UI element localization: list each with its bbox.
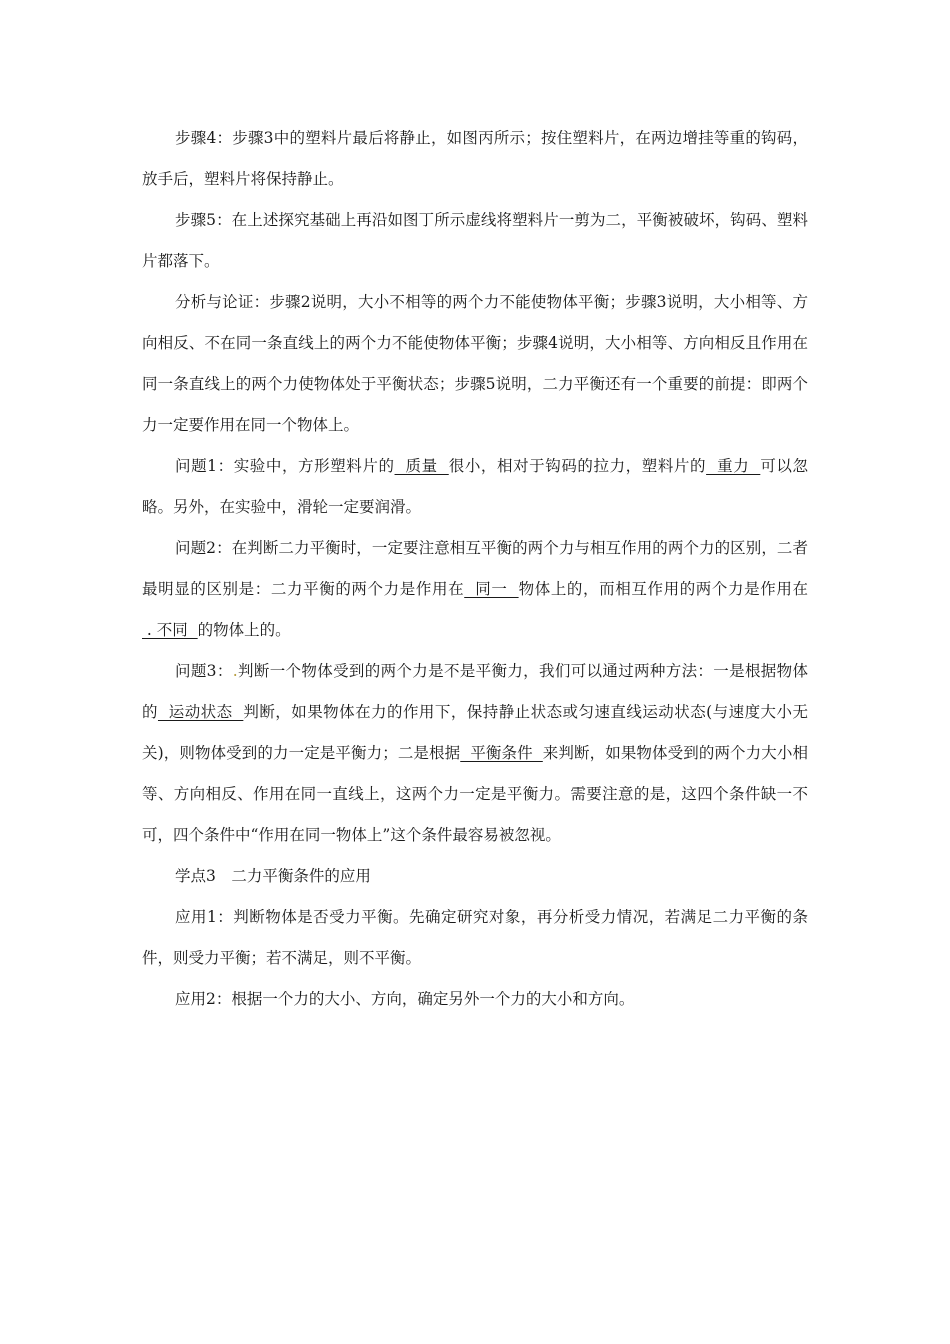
paragraph-question-3 bbox=[142, 651, 808, 856]
question-2-text-c: 的物体上的。 bbox=[197, 621, 291, 639]
question-3-mark: . bbox=[232, 662, 238, 680]
answer-blank-gravity: 重力 bbox=[706, 457, 761, 475]
question-1-text-b: 很小，相对于钩码的拉力，塑料片的 bbox=[448, 457, 707, 475]
answer-blank-same: 同一 bbox=[464, 580, 519, 598]
paragraph-application-1: 应用1：判断物体是否受力平衡。先确定研究对象，再分析受力情况，若满足二力平衡的条件，则受力平衡；若不满足，则不平衡。 bbox=[142, 908, 808, 967]
question-1-text-a: 问题1：实验中，方形塑料片的 bbox=[175, 457, 395, 475]
question-2-text-a: 问题2：在判断二力平衡时，一定要注意相互平衡的两个力与相互作用的两个力的区别，二者最明显的区别是：二力平衡的两个力是作用在 bbox=[142, 539, 808, 598]
paragraph-application-2: 应用2：根据一个力的大小、方向，确定另外一个力的大小和方向。 bbox=[175, 990, 635, 1008]
document-body bbox=[142, 118, 808, 1020]
question-1-text-c: 可以忽略。另外，在实验中，滑轮一定要润滑。 bbox=[142, 457, 808, 516]
paragraph-question-2 bbox=[142, 528, 808, 651]
section-heading-3: 学点3 二力平衡条件的应用 bbox=[175, 867, 371, 885]
answer-blank-mass: 质量 bbox=[394, 457, 449, 475]
question-3-text-b: 判断一个物体受到的两个力是不是平衡力，我们可以通过两种方法：一是根据物体的 bbox=[142, 662, 808, 721]
answer-blank-balance-condition: 平衡条件 bbox=[460, 744, 543, 762]
question-2-text-b: 物体上的，而相互作用的两个力是作用在 bbox=[518, 580, 808, 598]
answer-blank-different: . 不同 bbox=[142, 621, 198, 639]
paragraph-step4: 步骤4：步骤3中的塑料片最后将静止，如图丙所示；按住塑料片，在两边增挂等重的钩码，放手后，塑料片将保持静止。 bbox=[142, 129, 808, 188]
paragraph-step5: 步骤5：在上述探究基础上再沿如图丁所示虚线将塑料片一剪为二，平衡被破坏，钩码、塑料片都落下。 bbox=[142, 211, 808, 270]
answer-blank-motion-state: 运动状态 bbox=[157, 703, 244, 721]
question-3-text-a: 问题3： bbox=[175, 662, 233, 680]
paragraph-question-1 bbox=[142, 446, 808, 528]
paragraph-analysis: 分析与论证：步骤2说明，大小不相等的两个力不能使物体平衡；步骤3说明，大小相等、方向相反、不在同一条直线上的两个力不能使物体平衡；步骤4说明，大小相等、方向相反且作用在同一条直线上的两个力使物体处于平衡状态；步骤5说明，二力平衡还有一个重要的前提：即两个力一定要作用在同一个物体上。 bbox=[142, 293, 808, 434]
question-3-text-d: 来判断，如果物体受到的两个力大小相等、方向相反、作用在同一直线上，这两个力一定是平衡力。需要注意的是，这四个条件缺一不可，四个条件中“作用在同一物体上”这个条件最容易被忽视。 bbox=[142, 744, 808, 844]
question-3-text-c: 判断，如果物体在力的作用下，保持静止状态或匀速直线运动状态(与速度大小无关)，则物体受到的力一定是平衡力；二是根据 bbox=[142, 703, 808, 762]
